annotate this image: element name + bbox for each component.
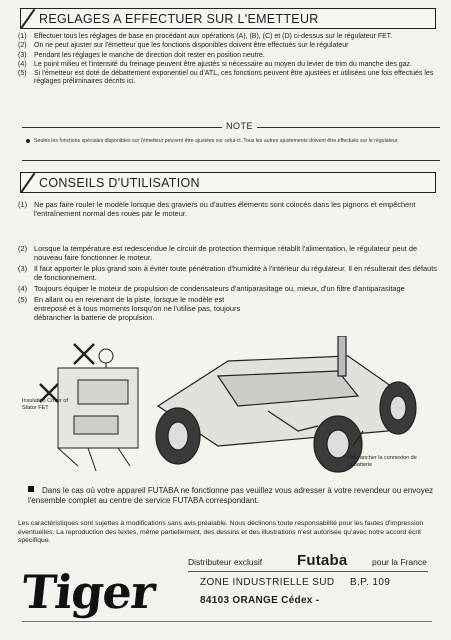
list-item: (3) Pendant les réglages le manche de direction doit rester en position neutre. bbox=[18, 51, 265, 59]
section-header-reglages bbox=[20, 8, 436, 29]
address-zone: ZONE INDUSTRIELLE SUD bbox=[200, 577, 335, 588]
caption-battery: Débrancher la connexion de la batterie bbox=[348, 455, 417, 468]
tiger-logo: Tiger bbox=[19, 565, 158, 619]
list-item: (4) Le point milieu et l'intensité du freinage peuvent être ajustés si nécessaire au moyen du levier de trim du manche des gaz. bbox=[18, 60, 412, 68]
address-bp: B.P. 109 bbox=[350, 577, 391, 588]
bullet-icon bbox=[26, 139, 30, 143]
reglages-list bbox=[18, 33, 438, 88]
buggy-drawing bbox=[156, 336, 416, 472]
footer-top-rule bbox=[188, 571, 428, 572]
list-item: (5) En allant ou en revenant de la piste, lorsque le modèle est entreposé et à tous moments lorsqu'on ne l'utilise pas, toujours débrancher la batterie de propulsion. bbox=[18, 295, 241, 322]
section-title: REGLAGES A EFFECTUER SUR L'EMETTEUR bbox=[39, 11, 319, 26]
slash-icon bbox=[21, 9, 35, 28]
list-item: (5) Si l'émetteur est doté de débattement exponentiel ou d'ATL, ces fonctions peuvent être ajustées et utilisées une fois effectués les réglages préliminaires décrits ici. bbox=[18, 70, 434, 86]
futaba-brand: Futaba bbox=[297, 552, 348, 569]
warning-text: Dans le cas où votre appareil FUTABA ne fonctionne pas veuillez vous adresser à votre revendeur ou envoyez l'ensemble complet au centre de service FUTABA correspondant. bbox=[28, 486, 434, 505]
conseils-list bbox=[18, 244, 438, 323]
section-header-conseils bbox=[20, 172, 436, 193]
note-text: Seules les fonctions spéciales disponibles sur l'émetteur peuvent être ajustées sur celui-ci. Tous les autres ajustements doivent être effectués sur le régulateur. bbox=[26, 138, 436, 144]
list-item: (2) On ne peut ajuster sur l'émetteur que les fonctions disponibles doivent être effectués sur le régulateur bbox=[18, 42, 349, 50]
square-bullet-icon bbox=[28, 486, 34, 492]
slash-icon bbox=[21, 173, 35, 192]
caption-insulation: Insulation Cover of Stator FET bbox=[22, 398, 68, 411]
list-item: (2) Lorsque la température est redescendue le circuit de protection thermique rétablit l'alimentation, le régulateur peut de nouveau faire fonctionner le moteur. bbox=[18, 244, 418, 262]
note-label: NOTE bbox=[222, 121, 257, 131]
list-item: (4) Toujours équiper le moteur de propulsion de condensateurs d'antiparasitage ou, mieux, d'un filtre d'antiparasitage bbox=[18, 284, 405, 293]
list-item: (1) Effectuer tous les réglages de base en procédant aux opérations (A), (B), (C) et (D) ci-dessus sur le régulateur FET. bbox=[18, 33, 393, 40]
address-city: 84103 ORANGE Cédex - bbox=[200, 595, 320, 606]
section-title: CONSEILS D'UTILISATION bbox=[39, 175, 200, 190]
conseils-item-1: (1) Ne pas faire rouler le modèle lorsque des graviers ou d'autres éléments sont coincés dans les pignons et empêchent l'entraînement normal des roues par le moteur. bbox=[18, 200, 416, 218]
country-label: pour la France bbox=[372, 557, 427, 567]
distributor-label: Distributeur exclusif bbox=[188, 557, 263, 567]
footer-bottom-rule bbox=[22, 621, 432, 622]
note-bottom-divider bbox=[22, 160, 440, 161]
list-item: (3) Il faut apporter le plus grand soin à éviter toute pénétration d'humidité à l'intérieur du régulateur. Il en résulterait des défauts de fonctionnement. bbox=[18, 264, 437, 282]
legal-text: Les caractéristiques sont sujettes à modifications sans avis préalable. Nous déclinons toute responsabilité pour les fautes d'impression éventuelles. La reproduction des textes, même partiellement, des dessins et des illustrations n'est autorisée qu'avec notre accord écrit spécifique. bbox=[18, 520, 424, 544]
